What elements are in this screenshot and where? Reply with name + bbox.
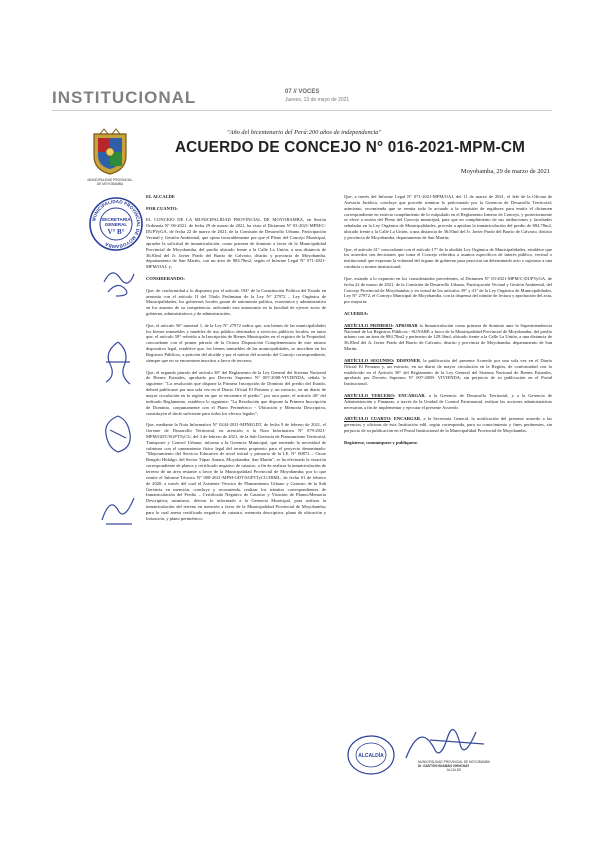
paragraph: Que, el artículo 41° concordante con el artículo 17° de la aludida Ley Orgánica de Municipalidades, establece que los acuerdos son decisiones que toma el Concejo referidos a asuntos específicos de interés público, vecinal o institucional que expresan la voluntad del órgano de gobierno para practicar un determinado acto o sujetarse a una conducta o norma institucional; xyxy=(344,246,552,270)
margin-initials-1 xyxy=(98,262,138,302)
article-4: ARTÍCULO CUARTO: ENCARGAR, a la Secretaría General, la notificación del presente acuerdo a las gerencias y oficinas de esta Institución edil, según corresponda, para su conocimiento y fines pertinentes, sin perjuicio de su publicación en el Portal Institucional de la Municipalidad Provincial de Moyobamba. xyxy=(344,416,552,434)
closing-formula: Regístrese, comuníquese y publíquese. xyxy=(344,439,419,445)
secretary-seal-icon xyxy=(88,196,144,252)
paragraph: EL CONCEJO DE LA MUNICIPALIDAD PROVINCIAL DE MOYOBAMBA, en Sesión Ordinaria N° 06-2021, de fecha 29 de marzo de 2021, ha visto el Dictamen N° 03-2021-MPM/C-DUPVyGA, de fecha 22 de marzo de 2021, de la Comisión de Desarrollo Urbano, Participación Vecinal y Gestión Ambiental, que opina favorablemente por que el Pleno del Concejo Municipal, apruebe la solicitud de inmatriculación, como primera de dominio a favor de la Municipalidad Provincial de Moyobamba, del predio ubicado frente a la Calle La Unión, a una distancia de 36.83ml del Jr. Javier Prado del Barrio de Calvario, distrito y provincia de Moyobamba, departamento de San Martín, con un área de 884.78m2, según el Informe Legal N° 071-2021-MPM/OAJ; y; xyxy=(146,217,326,270)
svg-text:SECRETARIA: SECRETARIA xyxy=(101,217,131,222)
left-column xyxy=(146,194,326,527)
paragraph: POR CUANTO: xyxy=(146,205,178,211)
article-1: ARTÍCULO PRIMERO: APROBAR la Inmatriculación como primera de dominio ante la Superintendencia Nacional de los Registros Públicos - SUNARP, a favor de la Municipalidad Provincial de Moyobamba, del predio urbano con un área de 884.78m2 y perímetro de 129.36ml, ubicado frente a la Calle La Unión, a una distancia de 36.83ml del Jr. Javier Prado del Barrio de Calvario, distrito y provincia de Moyobamba, departamento de San Martín. xyxy=(344,322,552,352)
margin-initials-2 xyxy=(100,340,136,386)
article-text: la Inmatriculación como primera de dominio ante la Superintendencia Nacional de los Registros Públicos - SUNARP, a favor de la Municipalidad Provincial de Moyobamba, del predio urbano con un área de 884.78m2 y perímetro de 129.36ml, ubicado frente a la Calle La Unión, a una distancia de 36.83ml del Jr. Javier Prado del Barrio de Calvario, distrito y provincia de Moyobamba, departamento de San Martín. xyxy=(344,322,552,352)
svg-text:V° B°: V° B° xyxy=(107,228,125,236)
right-column xyxy=(344,194,552,452)
year-motto: "Año del bicentenario del Perú:200 años de independencia" xyxy=(226,129,382,136)
article-verb: DISPONER xyxy=(396,357,420,363)
article-text: , la publicación del presente Acuerdo por una sola vez en el Diario Oficial El Peruano y, un extracto, en un diario de mayor circulación en la Región, de conformidad con lo establecido en el Artículo 38° del Reglamento de la Ley General del Sistema Nacional de Bienes Estatales, aprobado por Decreto Supremo N° 007-2008- VIVIENDA; sin perjuicio de su publicación en el Portal Institucional. xyxy=(344,357,553,387)
document-title: ACUERDO DE CONCEJO N° 016-2021-MPM-CM xyxy=(174,139,526,156)
paragraph: Que, el segundo párrafo del artículo 38° del Reglamento de la Ley General del Sistema Nacional de Bienes Estatales, aprobado por Decreto Supremo N° 007-2008-VIVIENDA, señala lo siguiente: "La resolución que dispone la Primera Inscripción de Dominio del predio del Estado, deberá publicarse por una sola vez en el Diario Oficial El Peruano y, un extracto, en un diario de mayor circulación en la región en que se encuentre el predio", por otra parte, el artículo 40° del indicado Reglamento, establece lo siguiente: "La Resolución que dispone la Primera Inscripción de Dominio, conjuntamente con el Plano Perimétrico - Ubicación y Memoria Descriptiva, constituyen el título suficiente para todos los efectos legales"; xyxy=(146,369,326,416)
paragraph: Que, a través del Informe Legal N° 071-2021-MPM/OAJ, del 11 de marzo de 2021, el Jefe de la Oficina de Asesoría Jurídica, concluye que procede tramitar lo peticionado por la Gerencia de Desarrollo Territorial; asimismo, recomienda que se remita todo lo actuado a la comisión de regidores para emitir el dictamen correspondiente en estricto cumplimiento de lo estipulado en el Reglamento Interno de Concejo, y posteriormente se eleve a sesión del Pleno del Concejo municipal, para que en cumplimiento de sus atribuciones y facultades señaladas en la Ley Orgánica de Municipalidades, proceda a aprobar la inmatriculación del predio de 884.78m2, ubicado frente a la Calle La Unión, a una distancia de 36.83ml del Jr. Javier Prado del Barrio de Calvario, distrito y provincia de Moyobamba, departamento de San Martín; xyxy=(344,194,552,240)
article-verb: ENCARGAR xyxy=(398,392,425,398)
header-rule xyxy=(52,110,552,111)
alcaldia-stamp-icon xyxy=(346,734,396,776)
margin-initials-4 xyxy=(98,490,138,530)
svg-text:ALCALDÍA: ALCALDÍA xyxy=(358,753,384,759)
paragraph: ACUERDA: xyxy=(344,311,369,317)
article-verb: APROBAR xyxy=(395,322,418,328)
article-label: ARTÍCULO SEGUNDO xyxy=(344,357,393,363)
signature-block: MUNICIPALIDAD PROVINCIAL DE MOYOBAMBA Dr. GASTÓN HUAMAN CHINCHAY ALCALDE xyxy=(418,760,490,772)
issue-label: 07 // VOCES xyxy=(285,89,320,95)
article-2: ARTÍCULO SEGUNDO: DISPONER, la publicación del presente Acuerdo por una sola vez en el Diario Oficial El Peruano y, un extracto, en un diario de mayor circulación en la Región, de conformidad con lo establecido en el Artículo 38° del Reglamento de la Ley General del Sistema Nacional de Bienes Estatales, aprobado por Decreto Supremo N° 007-2008- VIVIENDA; sin perjuicio de su publicación en el Portal Institucional. xyxy=(344,357,553,387)
article-label: ARTÍCULO CUARTO xyxy=(344,416,391,422)
section-title: INSTITUCIONAL xyxy=(52,88,197,107)
article-text: , a la Secretaría General, la notificación del presente acuerdo a las gerencias y oficinas de esta Institución edil, según corresponda, para su conocimiento y fines pertinentes, sin perjuicio de su publicación en el Portal Institucional de la Municipalidad Provincial de Moyobamba. xyxy=(344,416,552,434)
svg-text:GENERAL: GENERAL xyxy=(104,222,128,227)
paragraph: Que, el artículo 56° numeral 1, de la Ley N° 27972 indica que, son bienes de las municipalidades los bienes inmuebles y muebles de uso público destinados a servicios públicos locales; en tanto que, el artículo 58° referido a la Inscripción de Bienes Municipales en el registro de la Propiedad, concordante con el primer párrafo de la Octava Disposición Complementaria de este mismo dispositivo legal, establece que, los bienes inmuebles de las municipalidades, se inscriben en los Registros Públicos, a petición del alcalde y por el mérito del acuerdo del Concejo correspondiente, siempre que no se encuentren inscritos a favor de terceros; xyxy=(146,322,326,363)
svg-text:MUNICIPALIDAD PROVINCIAL DE MO: MUNICIPALIDAD PROVINCIAL DE MOYOBAMBA xyxy=(91,198,142,250)
article-verb: ENCARGAR xyxy=(393,416,421,422)
paragraph: Que, de conformidad a lo dispuesto por el artículo 194° de la Constitución Política del Estado en armonía con el artículo II del Título Preliminar de la Ley N° 27972 – Ley Orgánica de Municipalidades, los gobiernos locales gozan de autonomía política, económica y administrativa en los asuntos de su competencia, radicando esta autonomía en la facultad de ejercer actos de gobierno, administrativos y de administración; xyxy=(146,287,326,317)
article-label: ARTÍCULO TERCERO xyxy=(344,392,394,398)
margin-initials-3 xyxy=(98,412,138,456)
paragraph: EL ALCALDE xyxy=(146,194,175,199)
article-3: ARTÍCULO TERCERO: ENCARGAR, a la Gerencia de Desarrollo Territorial, y a la Gerencia de Administración y Finanzas, a través de la Unidad de Control Patrimonial, realizar las acciones administrativas necesarias a fin de implementar y ejecutar el presente Acuerdo. xyxy=(344,392,552,410)
paragraph: Que, estando a lo expuesto en los considerandos precedentes, al Dictamen N° 03-2021-MPM/C-DUPVyGA, de fecha 22 de marzo de 2021, de la Comisión de Desarrollo Urbano, Participación Vecinal y Gestión Ambiental, del Concejo Provincial de Moyobamba; y en virtud de los artículos 39° y 41° de la Ley Orgánica de Municipalidades, Ley N° 27972, el Concejo Municipal de Moyobamba, con la dispensa del trámite de lectura y aprobación del acta, por mayoría: xyxy=(344,275,552,305)
article-text: , a la Gerencia de Desarrollo Territorial, y a la Gerencia de Administración y Finanzas, a través de la Unidad de Control Patrimonial, realizar las acciones administrativas necesarias a fin de implementar y ejecutar el presente Acuerdo. xyxy=(344,392,552,410)
article-label: ARTÍCULO PRIMERO xyxy=(344,322,393,328)
issue-date: Jueves, 13 de mayo de 2021 xyxy=(285,97,350,103)
paragraph: Que, mediante la Nota Informativa N° 0244-2021-MPM/GDT, de fecha 9 de febrero de 2021, el Gerente de Desarrollo Territorial, en atención a la Nota Informativa N° 079-2021-MPM/GDT/SGPTTyCU, del 3 de febrero de 2021, de la Sub Gerencia de Planeamiento Territorial, Transporte y Control Urbano; informa a la Gerencia Municipal, que teniendo la necesidad de culminar con el saneamiento físico legal del terreno propuesto para el proyecto denominado: "Mejoramiento del Servicio Educativo de nivel inicial y primaria de la I.E. N° 00872 – Oscar Rengifo Hidalgo, del Sector Túpac Amaru, Moyobamba, San Martín", se ha efectuado la visación correspondiente de planos y certificado negativo de catastro, a fin de realizar la inmatriculación de terreno de un área restante a favor de la Municipalidad Provincial de Moyobamba; por lo que remite el Informe Técnico N° 008-2021-MPM-GDT/SGPTTyCU/JHML, de fecha 01 de febrero de 2020, a través del cual el Asistente Técnico de Planeamiento Urbano y Catastro de la Sub Gerencia en mención, concluye y recomienda, realizar los trámites correspondientes de Inmatriculación del Predio – Certificado Negativo de Catastro y Visación de Planos/Memoria Descriptiva; asimismo, derivar lo informado a la Gerencia Municipal, para realizar la inmatriculación del terreno en mención a favor de la Municipalidad Provincial de Moyobamba; para lo cual anexa certificado negativo de catastro, memoria descriptiva, plano de ubicación y lotización, y plano perimétrico; xyxy=(146,422,326,521)
page-header xyxy=(52,88,350,108)
paragraph: CONSIDERANDO: xyxy=(146,275,185,281)
institution-name: MUNICIPALIDAD PROVINCIAL DE MOYOBAMBA xyxy=(87,178,133,186)
place-date: Moyobamba, 29 de marzo de 2021 xyxy=(460,168,550,175)
